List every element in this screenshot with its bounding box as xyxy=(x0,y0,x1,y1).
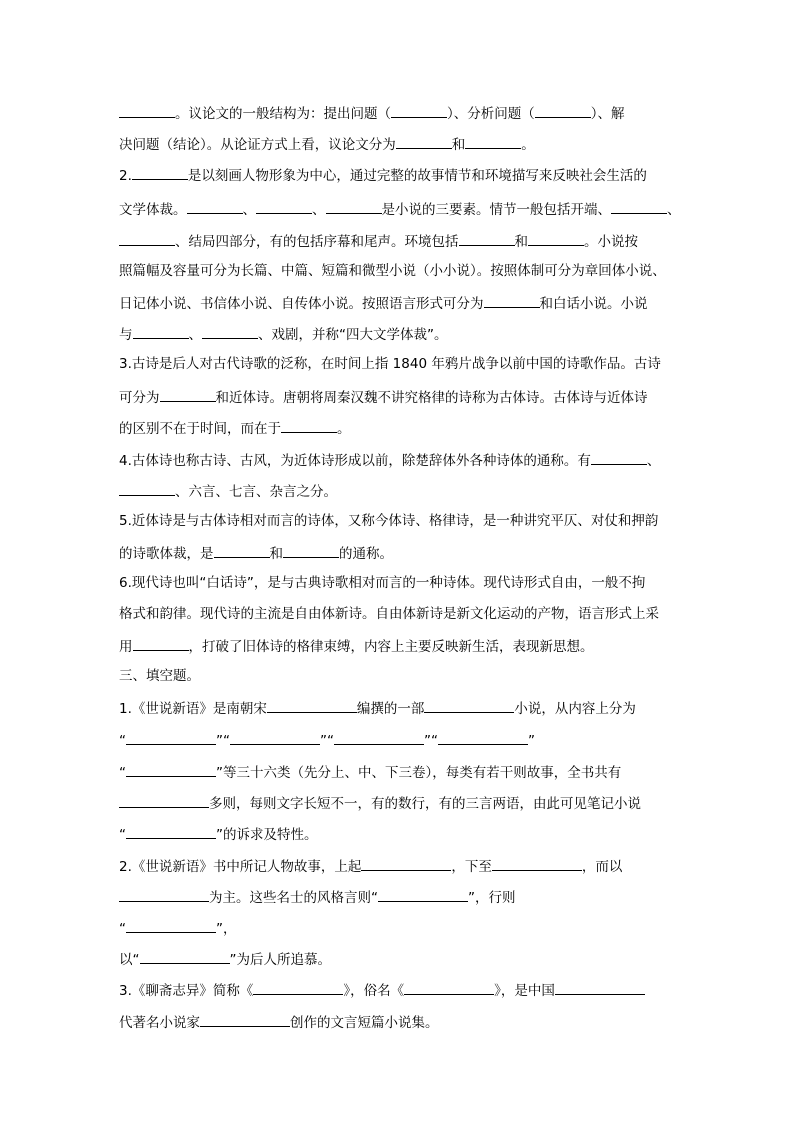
answer-blank[interactable] xyxy=(334,729,424,745)
answer-blank[interactable] xyxy=(230,729,320,745)
text-line-8: 与 、 、戏剧，并称“四大文学体裁”。 xyxy=(119,323,679,343)
text-line-25: 2.《世说新语》书中所记人物故事，上起 ，下至 ，而以 xyxy=(119,855,679,875)
text-line-26: 为主。这些名士的风格言则“ ”，行则 xyxy=(119,886,679,906)
text-line-4: 文学体裁。 、 、 是小说的三要素。情节一般包括开端、 、 xyxy=(119,198,679,218)
answer-blank[interactable] xyxy=(119,102,175,118)
answer-blank[interactable] xyxy=(126,917,216,933)
answer-blank[interactable] xyxy=(214,542,270,558)
text-line-29: 3.《聊斋志异》简称《 》，俗名《 》，是中国 xyxy=(119,979,679,999)
text-line-12: 4.古体诗也称古诗、古风，为近体诗形成以前，除楚辞体外各种诗体的通称。有 、 xyxy=(119,449,679,469)
answer-blank[interactable] xyxy=(396,133,452,149)
text-line-13: 、六言、七言、杂言之分。 xyxy=(119,480,679,500)
answer-blank[interactable] xyxy=(132,164,188,180)
text-line-9: 3.古诗是后人对古代诗歌的泛称，在时间上指 1840 年鸦片战争以前中国的诗歌作品。古诗 xyxy=(119,356,661,372)
text-line-1: 。议论文的一般结构为：提出问题（ ）、分析问题（ ）、解 xyxy=(119,102,679,122)
text-line-20: 1.《世说新语》是南朝宋 编撰的一部 小说，从内容上分为 xyxy=(119,697,679,717)
text-line-11: 的区别不在于时间，而在于 。 xyxy=(119,417,679,437)
text-line-22: “ ”等三十六类（先分上、中、下三卷），每类有若干则故事，全书共有 xyxy=(119,761,679,781)
answer-blank[interactable] xyxy=(378,886,468,902)
answer-blank[interactable] xyxy=(484,292,540,308)
text-line-15: 的诗歌体裁，是 和 的通称。 xyxy=(119,542,679,562)
answer-blank[interactable] xyxy=(591,449,647,465)
answer-blank[interactable] xyxy=(528,230,584,246)
text-line-2: 决问题（结论）。从论证方式上看，议论文分为 和 。 xyxy=(119,133,679,153)
answer-blank[interactable] xyxy=(133,635,189,651)
answer-blank[interactable] xyxy=(326,198,382,214)
answer-blank[interactable] xyxy=(202,323,258,339)
answer-blank[interactable] xyxy=(126,729,216,745)
text-line-24: “ ”的诉求及特性。 xyxy=(119,823,679,843)
answer-blank[interactable] xyxy=(200,1011,290,1027)
answer-blank[interactable] xyxy=(361,855,451,871)
answer-blank[interactable] xyxy=(611,198,667,214)
answer-blank[interactable] xyxy=(281,417,337,433)
text-line-28: 以“ ”为后人所追慕。 xyxy=(119,948,679,968)
text-line-18: 用 ，打破了旧体诗的格律束缚，内容上主要反映新生活，表现新思想。 xyxy=(119,635,679,655)
answer-blank[interactable] xyxy=(160,386,216,402)
answer-blank[interactable] xyxy=(438,729,528,745)
text-line-23: 多则，每则文字长短不一，有的数行，有的三言两语，由此可见笔记小说 xyxy=(119,792,679,812)
answer-blank[interactable] xyxy=(140,948,230,964)
answer-blank[interactable] xyxy=(283,542,339,558)
answer-blank[interactable] xyxy=(535,102,591,118)
section-heading: 三、填空题。 xyxy=(119,668,200,684)
text-line-3: 2. 是以刻画人物形象为中心，通过完整的故事情节和环境描写来反映社会生活的 xyxy=(119,164,679,184)
text-line-16: 6.现代诗也叫“白话诗”，是与古典诗歌相对而言的一种诗体。现代诗形式自由，一般不拘 xyxy=(119,575,646,591)
text-line-14: 5.近体诗是与古体诗相对而言的诗体，又称今体诗、格律诗，是一种讲究平仄、对仗和押韵 xyxy=(119,513,659,529)
answer-blank[interactable] xyxy=(256,198,312,214)
answer-blank[interactable] xyxy=(133,323,189,339)
answer-blank[interactable] xyxy=(119,230,175,246)
text-line-7: 日记体小说、书信体小说、自传体小说。按照语言形式可分为 和白话小说。小说 xyxy=(119,292,679,312)
text-line-27: “ ”， xyxy=(119,917,679,937)
answer-blank[interactable] xyxy=(492,855,582,871)
answer-blank[interactable] xyxy=(119,886,209,902)
text-line-5: 、结局四部分，有的包括序幕和尾声。环境包括 和 。小说按 xyxy=(119,230,679,250)
answer-blank[interactable] xyxy=(187,198,243,214)
answer-blank[interactable] xyxy=(555,979,645,995)
answer-blank[interactable] xyxy=(424,697,514,713)
text-line-6: 照篇幅及容量可分为长篇、中篇、短篇和微型小说（小小说）。按照体制可分为章回体小说、 xyxy=(119,263,666,279)
answer-blank[interactable] xyxy=(465,133,521,149)
answer-blank[interactable] xyxy=(119,480,175,496)
answer-blank[interactable] xyxy=(126,761,216,777)
answer-blank[interactable] xyxy=(459,230,515,246)
answer-blank[interactable] xyxy=(404,979,494,995)
answer-blank[interactable] xyxy=(391,102,447,118)
text-line-21: “ ”“ ”“ ”“ ” xyxy=(119,729,679,749)
answer-blank[interactable] xyxy=(253,979,343,995)
text-line-17: 格式和韵律。现代诗的主流是自由体新诗。自由体新诗是新文化运动的产物，语言形式上采 xyxy=(119,606,659,622)
text-line-30: 代著名小说家 创作的文言短篇小说集。 xyxy=(119,1011,679,1031)
answer-blank[interactable] xyxy=(119,792,209,808)
text-line-10: 可分为 和近体诗。唐朝将周秦汉魏不讲究格律的诗称为古体诗。古体诗与近体诗 xyxy=(119,386,679,406)
answer-blank[interactable] xyxy=(126,823,216,839)
answer-blank[interactable] xyxy=(267,697,357,713)
